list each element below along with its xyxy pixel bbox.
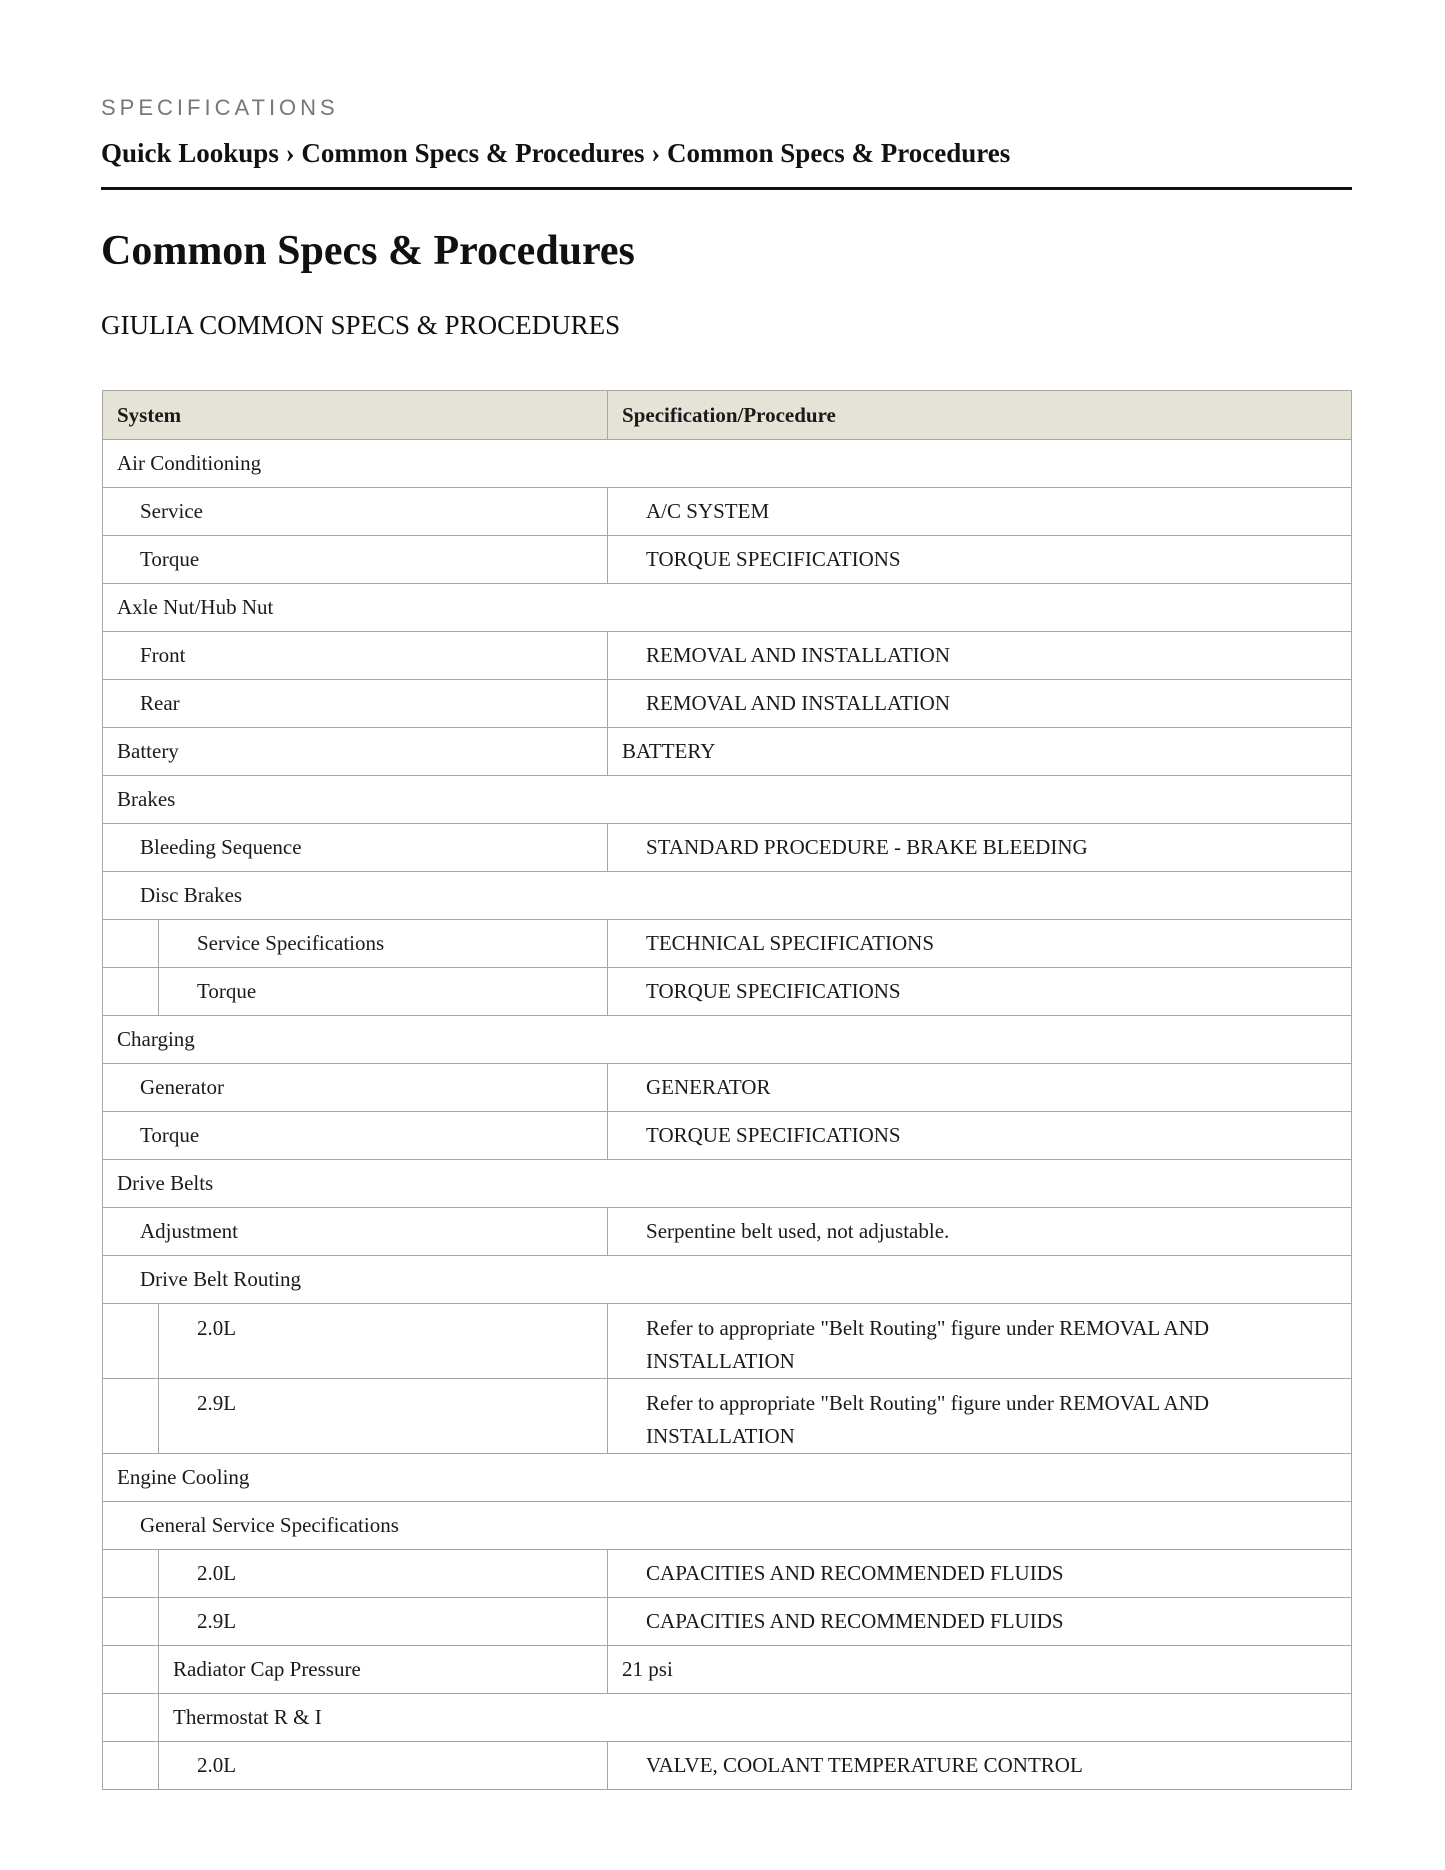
page-title: Common Specs & Procedures — [101, 228, 635, 274]
spec-cell: REMOVAL AND INSTALLATION — [608, 632, 1352, 680]
table-row — [103, 920, 1352, 968]
group-heading-cell: Thermostat R & I — [159, 1694, 1352, 1742]
table-row — [103, 440, 1352, 488]
table-header-row — [103, 391, 1352, 440]
system-cell: Service Specifications — [159, 920, 608, 968]
spec-cell: CAPACITIES AND RECOMMENDED FLUIDS — [608, 1598, 1352, 1646]
system-cell: Rear — [103, 680, 608, 728]
spec-cell: TECHNICAL SPECIFICATIONS — [608, 920, 1352, 968]
table-row — [103, 1112, 1352, 1160]
indent-gutter-cell — [103, 1694, 159, 1742]
system-cell: 2.0L — [159, 1304, 608, 1379]
spec-cell: Refer to appropriate "Belt Routing" figure under REMOVAL AND INSTALLATION — [608, 1304, 1352, 1379]
indent-gutter-cell — [103, 1550, 159, 1598]
table-row — [103, 1646, 1352, 1694]
table-row — [103, 488, 1352, 536]
system-cell: Bleeding Sequence — [103, 824, 608, 872]
system-cell: 2.9L — [159, 1379, 608, 1454]
spec-cell: GENERATOR — [608, 1064, 1352, 1112]
system-cell: Torque — [159, 968, 608, 1016]
group-heading-cell: Air Conditioning — [103, 440, 1352, 488]
group-heading-cell: Axle Nut/Hub Nut — [103, 584, 1352, 632]
spec-cell: TORQUE SPECIFICATIONS — [608, 1112, 1352, 1160]
column-header-system: System — [103, 391, 608, 440]
system-cell: Torque — [103, 1112, 608, 1160]
system-cell: Generator — [103, 1064, 608, 1112]
table-row — [103, 1598, 1352, 1646]
indent-gutter-cell — [103, 1742, 159, 1790]
group-heading-cell: General Service Specifications — [103, 1502, 1352, 1550]
group-heading-cell: Engine Cooling — [103, 1454, 1352, 1502]
table-row — [103, 1550, 1352, 1598]
table-row — [103, 1208, 1352, 1256]
spec-cell: TORQUE SPECIFICATIONS — [608, 968, 1352, 1016]
system-cell: Service — [103, 488, 608, 536]
spec-cell: A/C SYSTEM — [608, 488, 1352, 536]
section-eyebrow: SPECIFICATIONS — [101, 95, 339, 120]
table-row — [103, 1454, 1352, 1502]
page-subtitle: GIULIA COMMON SPECS & PROCEDURES — [101, 310, 621, 340]
spec-cell: TORQUE SPECIFICATIONS — [608, 536, 1352, 584]
group-heading-cell: Drive Belts — [103, 1160, 1352, 1208]
system-cell: 2.9L — [159, 1598, 608, 1646]
table-row — [103, 1256, 1352, 1304]
system-cell: Radiator Cap Pressure — [159, 1646, 608, 1694]
system-cell: 2.0L — [159, 1742, 608, 1790]
spec-cell: Refer to appropriate "Belt Routing" figure under REMOVAL AND INSTALLATION — [608, 1379, 1352, 1454]
indent-gutter-cell — [103, 1304, 159, 1379]
indent-gutter-cell — [103, 968, 159, 1016]
column-header-spec: Specification/Procedure — [608, 391, 1352, 440]
spec-cell: REMOVAL AND INSTALLATION — [608, 680, 1352, 728]
system-cell: Adjustment — [103, 1208, 608, 1256]
group-heading-cell: Drive Belt Routing — [103, 1256, 1352, 1304]
table-row — [103, 824, 1352, 872]
table-row — [103, 872, 1352, 920]
indent-gutter-cell — [103, 1646, 159, 1694]
table-row — [103, 584, 1352, 632]
table-row — [103, 1379, 1352, 1454]
group-heading-cell: Charging — [103, 1016, 1352, 1064]
table-row — [103, 536, 1352, 584]
system-cell: Battery — [103, 728, 608, 776]
spec-cell: BATTERY — [608, 728, 1352, 776]
table-body — [103, 440, 1352, 1790]
breadcrumb: Quick Lookups › Common Specs & Procedures › Common Specs & Procedures — [101, 138, 1011, 168]
spec-cell: CAPACITIES AND RECOMMENDED FLUIDS — [608, 1550, 1352, 1598]
group-heading-cell: Brakes — [103, 776, 1352, 824]
table-row — [103, 1304, 1352, 1379]
spec-cell: Serpentine belt used, not adjustable. — [608, 1208, 1352, 1256]
table-row — [103, 632, 1352, 680]
indent-gutter-cell — [103, 920, 159, 968]
table-row — [103, 1160, 1352, 1208]
table-row — [103, 776, 1352, 824]
table-row — [103, 968, 1352, 1016]
system-cell: Torque — [103, 536, 608, 584]
header-divider — [101, 187, 1352, 190]
indent-gutter-cell — [103, 1598, 159, 1646]
table-row — [103, 1502, 1352, 1550]
table-row — [103, 1016, 1352, 1064]
table-row — [103, 680, 1352, 728]
specs-table — [102, 390, 1352, 1790]
system-cell: Front — [103, 632, 608, 680]
table-row — [103, 1064, 1352, 1112]
group-heading-cell: Disc Brakes — [103, 872, 1352, 920]
table-row — [103, 728, 1352, 776]
system-cell: 2.0L — [159, 1550, 608, 1598]
table-row — [103, 1742, 1352, 1790]
spec-cell: STANDARD PROCEDURE - BRAKE BLEEDING — [608, 824, 1352, 872]
spec-cell: 21 psi — [608, 1646, 1352, 1694]
table-row — [103, 1694, 1352, 1742]
indent-gutter-cell — [103, 1379, 159, 1454]
spec-cell: VALVE, COOLANT TEMPERATURE CONTROL — [608, 1742, 1352, 1790]
